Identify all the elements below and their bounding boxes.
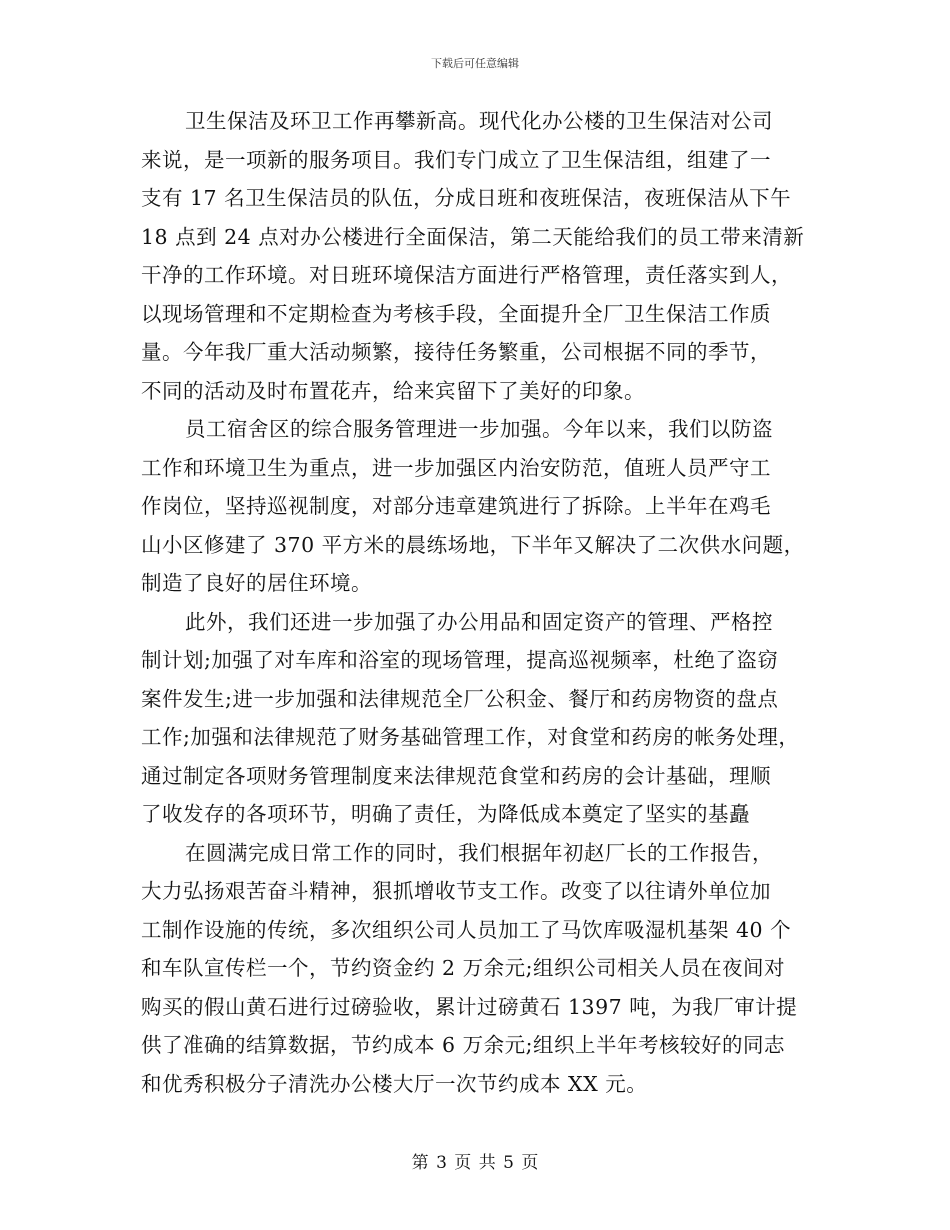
text-line: 工作和环境卫生为重点，进一步加强区内治安防范，值班人员严守工 [141,455,771,480]
page-number: 第 3 页 共 5 页 [411,1153,539,1173]
text-line: 干净的工作环境。对日班环境保洁方面进行严格管理，责任落实到人， [141,263,792,287]
text-line: 山小区修建了 370 平方米的晨练场地，下半年又解决了二次供水问题， [141,532,805,557]
paragraph-assets [141,603,815,834]
text-line: 制造了良好的居住环境。 [141,571,372,595]
text-line: 量。今年我厂重大活动频繁，接待任务繁重，公司根据不同的季节， [141,340,771,364]
text-line: 此外，我们还进一步加强了办公用品和固定资产的管理、严格控 [185,609,773,634]
text-line: 作岗位，坚持巡视制度，对部分违章建筑进行了拆除。上半年在鸡毛 [141,494,771,518]
document-body [141,102,815,1103]
text-line: 支有 17 名卫生保洁员的队伍，分成日班和夜班保洁，夜班保洁从下午 [141,186,792,210]
text-line: 购买的假山黄石进行过磅验收，累计过磅黄石 1397 吨，为我厂审计提 [141,994,798,1019]
paragraph-sanitation [141,102,815,410]
text-line: 工作;加强和法律规范了财务基础管理工作，对食堂和药房的帐务处理， [141,725,800,749]
paragraph-cost-saving [141,834,815,1104]
text-line: 和车队宣传栏一个，节约资金约 2 万余元;组织公司相关人员在夜间对 [141,956,785,980]
text-line: 了收发存的各项环节，明确了责任，为降低成本奠定了坚实的基矗 [141,802,750,826]
text-line: 18 点到 24 点对办公楼进行全面保洁，第二天能给我们的员工带来清新 [141,224,805,249]
text-line: 和优秀积极分子清洗办公楼大厅一次节约成本 XX 元。 [141,1071,648,1096]
text-line: 大力弘扬艰苦奋斗精神，狠抓增收节支工作。改变了以往请外单位加 [141,879,771,903]
text-line: 员工宿舍区的综合服务管理进一步加强。今年以来，我们以防盗 [185,417,773,441]
text-line: 工制作设施的传统，多次组织公司人员加工了马饮库吸湿机基架 40 个 [141,917,792,942]
text-line: 来说，是一项新的服务项目。我们专门成立了卫生保洁组，组建了一 [141,147,771,172]
text-line: 以现场管理和不定期检查为考核手段，全面提升全厂卫生保洁工作质 [141,301,771,326]
text-line: 制计划;加强了对车库和浴室的现场管理，提高巡视频率，杜绝了盗窃 [141,648,779,672]
page-header: 下载后可任意编辑 [431,57,519,70]
paragraph-dormitory [141,410,815,603]
text-line: 卫生保洁及环卫工作再攀新高。现代化办公楼的卫生保洁对公司 [185,109,773,133]
text-line: 不同的活动及时布置花卉，给来宾留下了美好的印象。 [141,378,645,403]
text-line: 在圆满完成日常工作的同时，我们根据年初赵厂长的工作报告， [185,840,773,865]
text-line: 通过制定各项财务管理制度来法律规范食堂和药房的会计基础，理顺 [141,763,771,788]
text-line: 供了准确的结算数据，节约成本 6 万余元;组织上半年考核较好的同志 [141,1033,785,1057]
text-line: 案件发生;进一步加强和法律规范全厂公积金、餐厅和药房物资的盘点 [141,686,779,711]
